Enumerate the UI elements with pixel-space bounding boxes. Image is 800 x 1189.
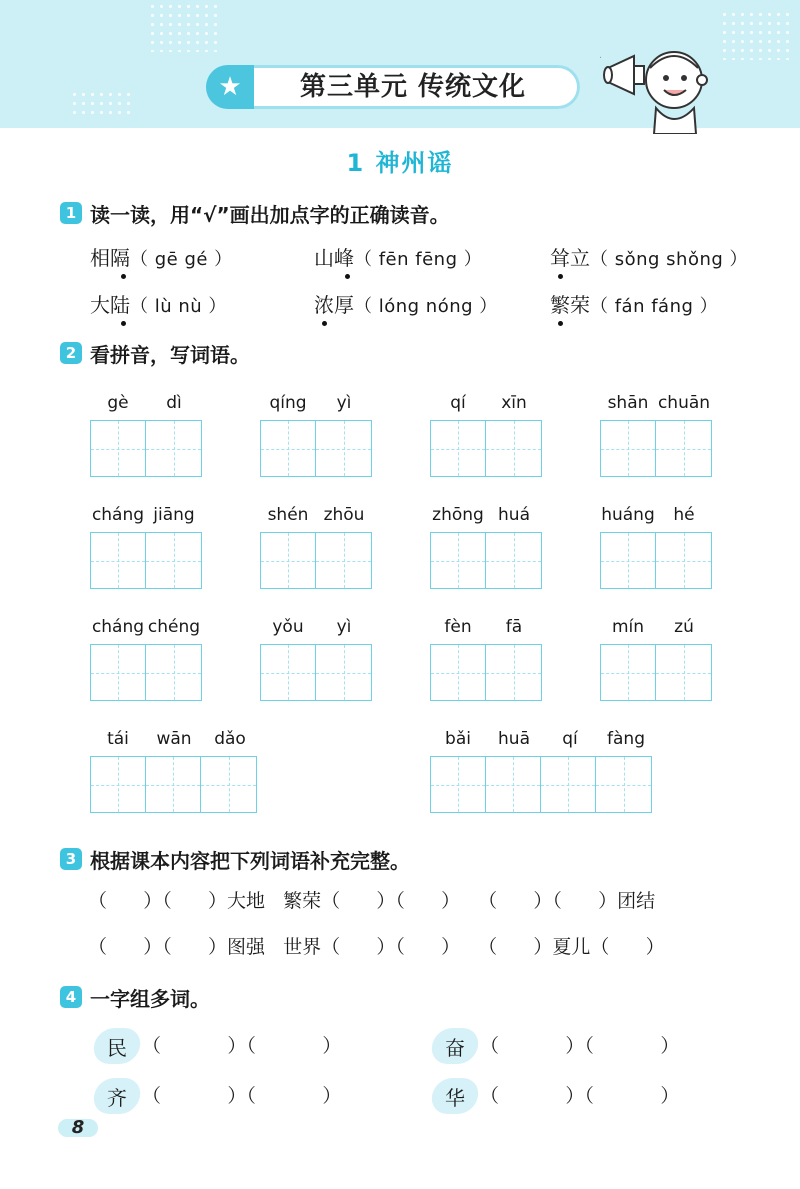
pinyin-label: zú: [674, 617, 694, 637]
pinyin-label: cháng: [91, 617, 145, 637]
q4-answer-parens[interactable]: （ ）（ ）: [142, 1085, 342, 1107]
pinyin-label: yǒu: [272, 617, 304, 637]
unit-banner: [206, 65, 580, 109]
q1-word: 大陆: [90, 293, 130, 317]
writing-boxes[interactable]: [430, 420, 542, 477]
q1-item: [314, 243, 482, 273]
q4-answer-parens[interactable]: （ ）（ ）: [142, 1035, 342, 1057]
q1-heading: [60, 200, 450, 226]
decor-dots: [70, 90, 130, 120]
q1-options: （ fēn fēng ）: [354, 249, 483, 270]
pinyin-label: zhōu: [323, 505, 365, 525]
char-badge: 华: [432, 1078, 478, 1114]
q2-heading: [60, 340, 250, 366]
emphasis-dot: [121, 274, 126, 279]
q1-instruction: 读一读，用“√”画出加点字的正确读音。: [90, 202, 450, 227]
q1-word: 浓厚: [314, 293, 354, 317]
pinyin-label: qí: [562, 729, 578, 749]
writing-boxes[interactable]: [430, 532, 542, 589]
q1-item: [90, 243, 233, 273]
pinyin-label: shén: [267, 505, 309, 525]
pinyin-label: mín: [611, 617, 645, 637]
decor-dots: [148, 2, 218, 52]
q2-number-badge: 2: [60, 342, 82, 364]
pinyin-label: huā: [498, 729, 530, 749]
emphasis-dot: [558, 274, 563, 279]
q3-instruction: 根据课本内容把下列词语补充完整。: [90, 848, 410, 873]
pinyin-label: zhōng: [432, 505, 484, 525]
char-badge: 齐: [94, 1078, 140, 1114]
char-badge: 奋: [432, 1028, 478, 1064]
mascot-with-megaphone-icon: [600, 38, 710, 134]
q1-options: （ fán fáng ）: [590, 296, 719, 317]
q1-word: 山峰: [314, 246, 354, 270]
pinyin-label: tái: [107, 729, 129, 749]
q1-number-badge: 1: [60, 202, 82, 224]
pinyin-label: shān: [607, 393, 649, 413]
q2-instruction: 看拼音，写词语。: [90, 342, 250, 367]
lesson-title: 1 神州谣: [346, 149, 454, 177]
q3-number-badge: 3: [60, 848, 82, 870]
pinyin-label: chuān: [657, 393, 711, 413]
pinyin-label: cháng: [91, 505, 145, 525]
writing-boxes[interactable]: [260, 644, 372, 701]
pinyin-label: gè: [107, 393, 129, 413]
writing-boxes[interactable]: [600, 420, 712, 477]
q4-instruction: 一字组多词。: [90, 986, 210, 1011]
writing-boxes[interactable]: [90, 756, 257, 813]
q3-line-1[interactable]: （ ）（ ）大地 繁荣（ ）（ ） （ ）（ ）团结: [88, 890, 656, 912]
pinyin-label: wān: [156, 729, 192, 749]
pinyin-label: qíng: [269, 393, 307, 413]
emphasis-dot: [345, 274, 350, 279]
q3-heading: [60, 846, 410, 872]
pinyin-label: xīn: [501, 393, 527, 413]
pinyin-label: fèn: [444, 617, 472, 637]
emphasis-dot: [121, 321, 126, 326]
q1-item: [550, 290, 718, 320]
pinyin-label: bǎi: [445, 729, 471, 749]
writing-boxes[interactable]: [90, 532, 202, 589]
q4-answer-parens[interactable]: （ ）（ ）: [480, 1085, 680, 1107]
emphasis-dot: [322, 321, 327, 326]
writing-boxes[interactable]: [90, 420, 202, 477]
writing-boxes[interactable]: [260, 420, 372, 477]
pinyin-label: fā: [505, 617, 523, 637]
page-number: 8: [58, 1116, 98, 1140]
pinyin-label: qí: [450, 393, 466, 413]
pinyin-label: huá: [498, 505, 530, 525]
q1-item: [550, 243, 748, 273]
pinyin-label: yì: [336, 617, 352, 637]
pinyin-label: yì: [336, 393, 352, 413]
pinyin-label: dì: [166, 393, 182, 413]
writing-boxes[interactable]: [90, 644, 202, 701]
q3-line-2[interactable]: （ ）（ ）图强 世界（ ）（ ） （ ）夏儿（ ）: [88, 936, 665, 958]
pinyin-label: huáng: [601, 505, 655, 525]
char-badge: 民: [94, 1028, 140, 1064]
pinyin-label: dǎo: [214, 729, 246, 749]
decor-dots: [720, 10, 790, 60]
pinyin-label: fàng: [607, 729, 645, 749]
q4-heading: [60, 984, 210, 1010]
q1-options: （ sǒng shǒng ）: [590, 249, 749, 270]
pinyin-label: hé: [673, 505, 695, 525]
star-icon: ★: [206, 65, 254, 109]
pinyin-label: chéng: [147, 617, 201, 637]
q1-item: [314, 290, 498, 320]
emphasis-dot: [558, 321, 563, 326]
writing-boxes[interactable]: [600, 532, 712, 589]
q1-word: 相隔: [90, 246, 130, 270]
q4-number-badge: 4: [60, 986, 82, 1008]
writing-boxes[interactable]: [430, 644, 542, 701]
q1-word: 繁荣: [550, 293, 590, 317]
writing-boxes[interactable]: [600, 644, 712, 701]
pinyin-label: jiāng: [153, 505, 195, 525]
unit-title: 第三单元 传统文化: [299, 72, 527, 102]
writing-boxes[interactable]: [260, 532, 372, 589]
writing-boxes[interactable]: [430, 756, 652, 813]
q1-options: （ lù nù ）: [130, 296, 227, 317]
q1-options: （ gē gé ）: [130, 249, 233, 270]
q1-word: 耸立: [550, 246, 590, 270]
q4-answer-parens[interactable]: （ ）（ ）: [480, 1035, 680, 1057]
q1-item: [90, 290, 227, 320]
q1-options: （ lóng nóng ）: [354, 296, 498, 317]
